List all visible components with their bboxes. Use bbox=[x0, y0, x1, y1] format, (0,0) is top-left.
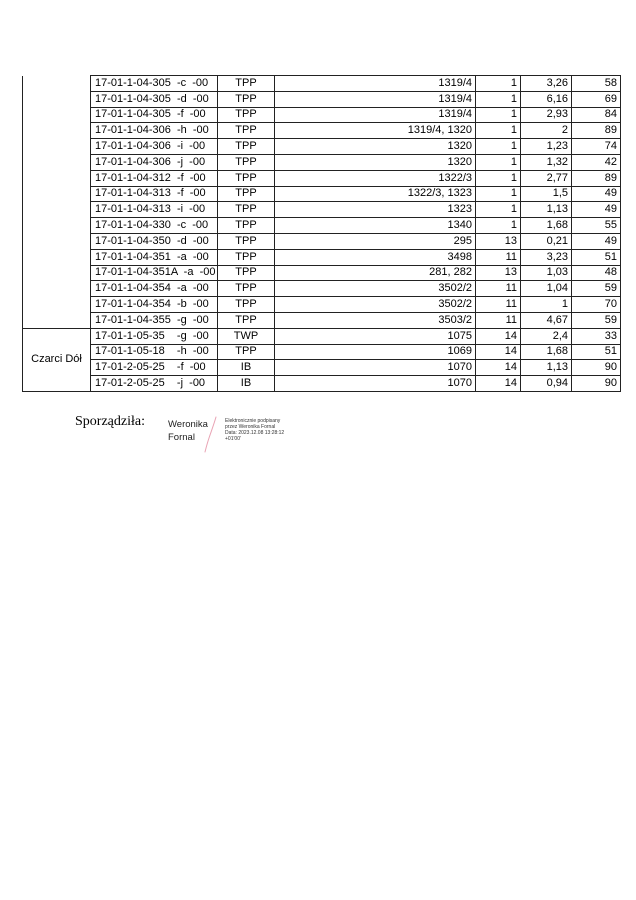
stamp-line: Elektronicznie podpisany bbox=[225, 418, 281, 424]
segment-id-cell: 17-01-1-04-354 -a -00 bbox=[91, 281, 218, 297]
segment-id-cell: 17-01-1-04-351A -a -00 bbox=[91, 265, 218, 281]
number-cell: 11 bbox=[476, 249, 521, 265]
percent-cell: 48 bbox=[572, 265, 621, 281]
type-cell: TPP bbox=[218, 139, 275, 155]
signer-name-last: Fornal bbox=[168, 432, 195, 443]
table-row bbox=[23, 233, 621, 249]
segment-id-cell: 17-01-1-04-306 -h -00 bbox=[91, 123, 218, 139]
segment-id-cell: 17-01-1-04-355 -g -00 bbox=[91, 312, 218, 328]
type-cell: TPP bbox=[218, 107, 275, 123]
parcel-number-cell: 3502/2 bbox=[275, 281, 476, 297]
segment-id-cell: 17-01-1-04-305 -c -00 bbox=[91, 76, 218, 92]
percent-cell: 89 bbox=[572, 123, 621, 139]
area-cell: 1,68 bbox=[521, 344, 572, 360]
segment-id-cell: 17-01-1-04-306 -i -00 bbox=[91, 139, 218, 155]
number-cell: 1 bbox=[476, 91, 521, 107]
number-cell: 1 bbox=[476, 186, 521, 202]
type-cell: TPP bbox=[218, 91, 275, 107]
percent-cell: 49 bbox=[572, 202, 621, 218]
parcel-number-cell: 1319/4 bbox=[275, 91, 476, 107]
table-row bbox=[23, 249, 621, 265]
type-cell: TPP bbox=[218, 123, 275, 139]
segment-id-cell: 17-01-1-04-350 -d -00 bbox=[91, 233, 218, 249]
area-cell: 1,13 bbox=[521, 360, 572, 376]
table-row bbox=[23, 218, 621, 234]
prepared-by-label: Sporządziła: bbox=[75, 414, 145, 429]
area-cell: 2,77 bbox=[521, 170, 572, 186]
parcel-number-cell: 1319/4, 1320 bbox=[275, 123, 476, 139]
percent-cell: 90 bbox=[572, 376, 621, 392]
parcel-number-cell: 1340 bbox=[275, 218, 476, 234]
parcel-number-cell: 1323 bbox=[275, 202, 476, 218]
table-row bbox=[23, 360, 621, 376]
parcel-number-cell: 1319/4 bbox=[275, 107, 476, 123]
segment-id-cell: 17-01-1-04-313 -i -00 bbox=[91, 202, 218, 218]
number-cell: 13 bbox=[476, 233, 521, 249]
area-cell: 2,93 bbox=[521, 107, 572, 123]
area-cell: 1,04 bbox=[521, 281, 572, 297]
type-cell: TPP bbox=[218, 281, 275, 297]
type-cell: TPP bbox=[218, 265, 275, 281]
percent-cell: 49 bbox=[572, 186, 621, 202]
number-cell: 14 bbox=[476, 360, 521, 376]
parcel-table-body bbox=[23, 76, 621, 392]
table-row bbox=[23, 376, 621, 392]
parcel-number-cell: 1322/3, 1323 bbox=[275, 186, 476, 202]
area-cell: 3,23 bbox=[521, 249, 572, 265]
table-row bbox=[23, 91, 621, 107]
table-row bbox=[23, 281, 621, 297]
table-row bbox=[23, 139, 621, 155]
digital-signature-stamp bbox=[225, 418, 284, 442]
parcel-number-cell: 1320 bbox=[275, 139, 476, 155]
table-row bbox=[23, 186, 621, 202]
area-cell: 1,68 bbox=[521, 218, 572, 234]
type-cell: TPP bbox=[218, 297, 275, 313]
number-cell: 1 bbox=[476, 107, 521, 123]
segment-id-cell: 17-01-1-04-330 -c -00 bbox=[91, 218, 218, 234]
type-cell: TPP bbox=[218, 186, 275, 202]
area-cell: 1,03 bbox=[521, 265, 572, 281]
area-cell: 2 bbox=[521, 123, 572, 139]
segment-id-cell: 17-01-1-05-35 -g -00 bbox=[91, 328, 218, 344]
percent-cell: 74 bbox=[572, 139, 621, 155]
parcel-number-cell: 295 bbox=[275, 233, 476, 249]
number-cell: 1 bbox=[476, 154, 521, 170]
percent-cell: 84 bbox=[572, 107, 621, 123]
area-cell: 1,32 bbox=[521, 154, 572, 170]
area-cell: 6,16 bbox=[521, 91, 572, 107]
type-cell: TPP bbox=[218, 76, 275, 92]
parcel-number-cell: 1070 bbox=[275, 360, 476, 376]
percent-cell: 55 bbox=[572, 218, 621, 234]
parcel-number-cell: 3503/2 bbox=[275, 312, 476, 328]
stamp-line: przez Weronika Fornal bbox=[225, 424, 276, 430]
parcel-number-cell: 3498 bbox=[275, 249, 476, 265]
type-cell: TPP bbox=[218, 154, 275, 170]
type-cell: TPP bbox=[218, 218, 275, 234]
number-cell: 1 bbox=[476, 202, 521, 218]
number-cell: 1 bbox=[476, 76, 521, 92]
segment-id-cell: 17-01-1-04-351 -a -00 bbox=[91, 249, 218, 265]
segment-id-cell: 17-01-1-04-305 -f -00 bbox=[91, 107, 218, 123]
number-cell: 14 bbox=[476, 344, 521, 360]
percent-cell: 89 bbox=[572, 170, 621, 186]
type-cell: TPP bbox=[218, 344, 275, 360]
table-row bbox=[23, 107, 621, 123]
number-cell: 13 bbox=[476, 265, 521, 281]
table-row bbox=[23, 123, 621, 139]
parcel-number-cell: 1322/3 bbox=[275, 170, 476, 186]
parcel-number-cell: 1075 bbox=[275, 328, 476, 344]
number-cell: 1 bbox=[476, 170, 521, 186]
percent-cell: 33 bbox=[572, 328, 621, 344]
parcel-number-cell: 1320 bbox=[275, 154, 476, 170]
parcel-number-cell: 3502/2 bbox=[275, 297, 476, 313]
table-row bbox=[23, 76, 621, 92]
area-cell: 1 bbox=[521, 297, 572, 313]
percent-cell: 58 bbox=[572, 76, 621, 92]
area-cell: 0,21 bbox=[521, 233, 572, 249]
table-row bbox=[23, 328, 621, 344]
number-cell: 14 bbox=[476, 328, 521, 344]
number-cell: 11 bbox=[476, 281, 521, 297]
table-row bbox=[23, 344, 621, 360]
signature-mark-icon bbox=[200, 414, 222, 454]
type-cell: TPP bbox=[218, 202, 275, 218]
number-cell: 1 bbox=[476, 139, 521, 155]
type-cell: IB bbox=[218, 360, 275, 376]
table-row bbox=[23, 312, 621, 328]
segment-id-cell: 17-01-2-05-25 -j -00 bbox=[91, 376, 218, 392]
number-cell: 11 bbox=[476, 297, 521, 313]
segment-id-cell: 17-01-1-04-312 -f -00 bbox=[91, 170, 218, 186]
segment-id-cell: 17-01-1-05-18 -h -00 bbox=[91, 344, 218, 360]
area-cell: 2,4 bbox=[521, 328, 572, 344]
segment-id-cell: 17-01-1-04-306 -j -00 bbox=[91, 154, 218, 170]
stamp-line: Data: 2023.12.08 13:28:12 bbox=[225, 430, 285, 436]
table-row bbox=[23, 202, 621, 218]
segment-id-cell: 17-01-2-05-25 -f -00 bbox=[91, 360, 218, 376]
type-cell: TPP bbox=[218, 312, 275, 328]
type-cell: IB bbox=[218, 376, 275, 392]
segment-id-cell: 17-01-1-04-305 -d -00 bbox=[91, 91, 218, 107]
parcel-number-cell: 281, 282 bbox=[275, 265, 476, 281]
type-cell: TPP bbox=[218, 170, 275, 186]
number-cell: 1 bbox=[476, 123, 521, 139]
table-row bbox=[23, 265, 621, 281]
table-row bbox=[23, 154, 621, 170]
number-cell: 1 bbox=[476, 218, 521, 234]
group-label-cell: Czarci Dół bbox=[23, 328, 91, 391]
percent-cell: 90 bbox=[572, 360, 621, 376]
parcel-number-cell: 1069 bbox=[275, 344, 476, 360]
percent-cell: 51 bbox=[572, 344, 621, 360]
number-cell: 11 bbox=[476, 312, 521, 328]
number-cell: 14 bbox=[476, 376, 521, 392]
table-row bbox=[23, 297, 621, 313]
area-cell: 0,94 bbox=[521, 376, 572, 392]
percent-cell: 51 bbox=[572, 249, 621, 265]
segment-id-cell: 17-01-1-04-354 -b -00 bbox=[91, 297, 218, 313]
parcel-number-cell: 1070 bbox=[275, 376, 476, 392]
area-cell: 1,13 bbox=[521, 202, 572, 218]
stamp-line: +01'00' bbox=[225, 436, 241, 442]
percent-cell: 42 bbox=[572, 154, 621, 170]
type-cell: TPP bbox=[218, 233, 275, 249]
percent-cell: 70 bbox=[572, 297, 621, 313]
type-cell: TWP bbox=[218, 328, 275, 344]
signer-name-first: Weronika bbox=[168, 419, 208, 430]
group-label-cell bbox=[23, 76, 91, 329]
percent-cell: 69 bbox=[572, 91, 621, 107]
segment-id-cell: 17-01-1-04-313 -f -00 bbox=[91, 186, 218, 202]
table-row bbox=[23, 170, 621, 186]
percent-cell: 49 bbox=[572, 233, 621, 249]
percent-cell: 59 bbox=[572, 281, 621, 297]
percent-cell: 59 bbox=[572, 312, 621, 328]
area-cell: 1,5 bbox=[521, 186, 572, 202]
area-cell: 4,67 bbox=[521, 312, 572, 328]
parcel-table bbox=[22, 75, 621, 392]
parcel-number-cell: 1319/4 bbox=[275, 76, 476, 92]
area-cell: 3,26 bbox=[521, 76, 572, 92]
type-cell: TPP bbox=[218, 249, 275, 265]
area-cell: 1,23 bbox=[521, 139, 572, 155]
